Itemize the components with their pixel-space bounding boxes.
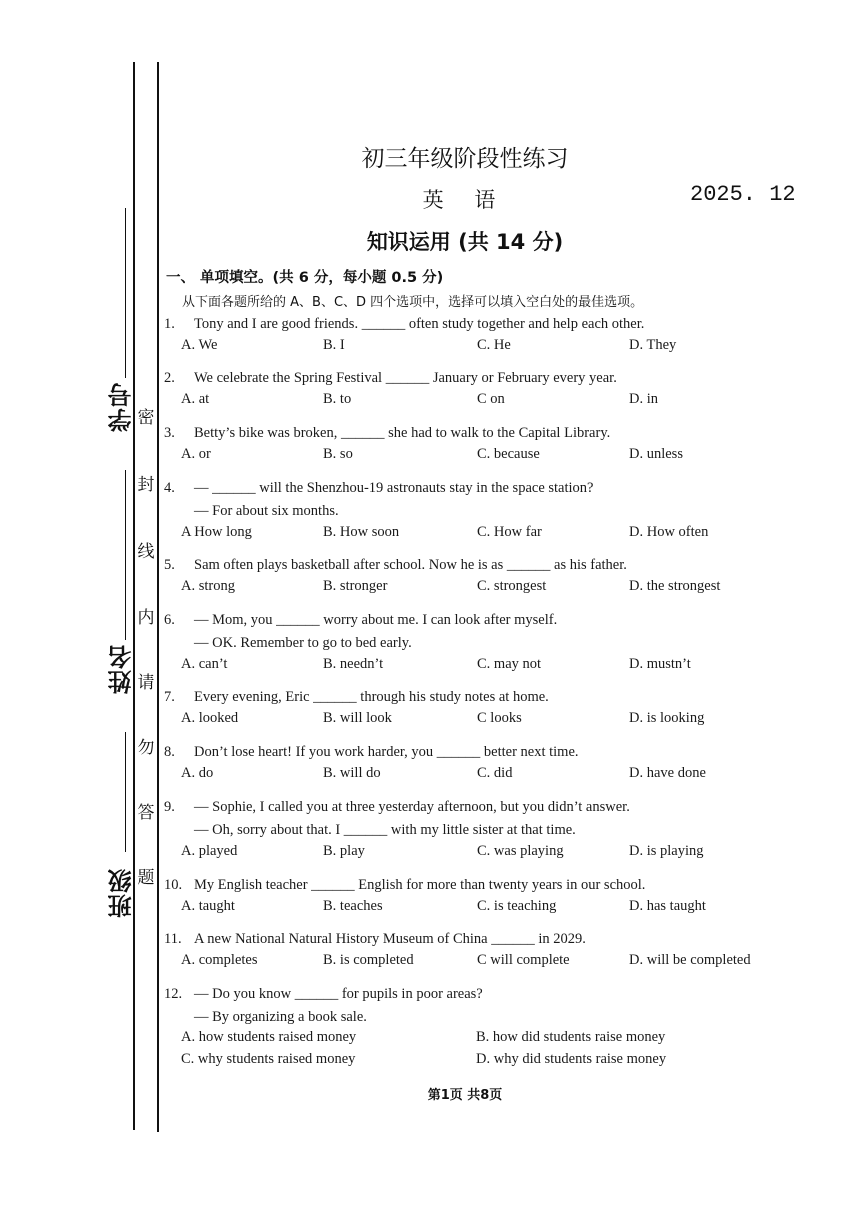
option-c[interactable]: C. may not [477,656,542,672]
option-d[interactable]: D. have done [629,765,706,781]
option-c[interactable]: C. He [477,337,511,353]
question-stem: Tony and I are good friends. ______ often study together and help each other. [194,316,645,332]
option-d[interactable]: D. is playing [629,843,704,859]
seal-char: 密 [137,408,155,428]
question-number: 12. [164,986,183,1002]
seal-char: 勿 [137,738,155,758]
option-b[interactable]: B. needn’t [323,656,384,672]
exam-subject: 英 语 [422,188,508,212]
question-number: 8. [164,744,175,760]
question-stem: — Sophie, I called you at three yesterday afternoon, but you didn’t answer. [194,799,630,815]
option-d[interactable]: D. How often [629,524,709,540]
question-number: 6. [164,612,175,628]
question-number: 9. [164,799,175,815]
option-c[interactable]: C on [477,391,505,407]
question-number: 11. [164,931,182,947]
class-label: 班级 [108,868,136,918]
question-reply: — By organizing a book sale. [194,1009,367,1025]
option-d[interactable]: D. mustn’t [629,656,691,672]
option-d[interactable]: D. the strongest [629,578,721,594]
seal-char: 封 [137,475,155,495]
option-b[interactable]: B. How soon [323,524,400,540]
question-number: 5. [164,557,175,573]
seal-char: 请 [137,673,155,693]
option-a[interactable]: A. taught [181,898,235,914]
option-b[interactable]: B. I [323,337,345,353]
option-b[interactable]: B. stronger [323,578,388,594]
binding-line-inner [157,62,159,1132]
option-b[interactable]: B. is completed [323,952,414,968]
option-a[interactable]: A. played [181,843,238,859]
section-title: 知识运用 (共 14 分) [366,230,564,254]
class-underline [125,732,126,852]
question-stem: We celebrate the Spring Festival ______ January or February every year. [194,370,617,386]
seal-char: 线 [137,542,155,562]
question-number: 3. [164,425,175,441]
option-c[interactable]: C. was playing [477,843,564,859]
part-heading: 一、 单项填空。(共 6 分，每小题 0.5 分) [166,270,444,286]
option-a[interactable]: A. at [181,391,210,407]
option-c[interactable]: C. How far [477,524,542,540]
page-footer: 第1页 共8页 [427,1088,503,1103]
option-a[interactable]: A. can’t [181,656,228,672]
option-c[interactable]: C. did [477,765,513,781]
question-stem: — ______ will the Shenzhou-19 astronauts stay in the space station? [194,480,594,496]
option-c[interactable]: C. strongest [477,578,547,594]
option-d[interactable]: D. is looking [629,710,705,726]
option-b[interactable]: B. will do [323,765,381,781]
option-c[interactable]: C looks [477,710,522,726]
option-d[interactable]: D. will be completed [629,952,751,968]
question-number: 1. [164,316,175,332]
option-d[interactable]: D. has taught [629,898,706,914]
question-stem: Every evening, Eric ______ through his study notes at home. [194,689,549,705]
question-number: 7. [164,689,175,705]
binding-line-outer [133,62,135,1130]
option-b[interactable]: B. how did students raise money [476,1029,666,1045]
question-stem: A new National Natural History Museum of China ______ in 2029. [194,931,586,947]
option-c[interactable]: C. why students raised money [181,1051,356,1067]
question-reply: — Oh, sorry about that. I ______ with my little sister at that time. [194,822,576,838]
question-number: 10. [164,877,183,893]
option-d[interactable]: D. unless [629,446,683,462]
question-stem: Betty’s bike was broken, ______ she had to walk to the Capital Library. [194,425,611,441]
question-number: 4. [164,480,175,496]
option-d[interactable]: D. in [629,391,658,407]
option-a[interactable]: A. strong [181,578,235,594]
seal-char: 答 [137,803,155,823]
seal-char: 内 [137,608,155,628]
exam-title: 初三年级阶段性练习 [361,146,569,172]
option-b[interactable]: B. will look [323,710,392,726]
question-stem: — Mom, you ______ worry about me. I can look after myself. [194,612,558,628]
option-b[interactable]: B. so [323,446,353,462]
question-reply: — OK. Remember to go to bed early. [194,635,412,651]
option-c[interactable]: C. is teaching [477,898,557,914]
option-a[interactable]: A. how students raised money [181,1029,357,1045]
question-stem: Sam often plays basketball after school. Now he is as ______ as his father. [194,557,627,573]
question-number: 2. [164,370,175,386]
question-reply: — For about six months. [194,503,339,519]
exam-date: 2025. 12 [690,182,796,207]
option-a[interactable]: A. We [181,337,218,353]
instructions: 从下面各题所给的 A、B、C、D 四个选项中，选择可以填入空白处的最佳选项。 [182,295,644,310]
option-c[interactable]: C. because [477,446,540,462]
option-a[interactable]: A. looked [181,710,239,726]
question-stem: — Do you know ______ for pupils in poor areas? [194,986,483,1002]
option-d[interactable]: D. They [629,337,677,353]
option-a[interactable]: A. or [181,446,211,462]
option-a[interactable]: A How long [181,524,252,540]
name-underline [125,470,126,640]
student-id-underline [125,208,126,378]
name-label: 姓名 [108,644,136,694]
option-b[interactable]: B. teaches [323,898,383,914]
question-stem: My English teacher ______ English for more than twenty years in our school. [194,877,646,893]
question-stem: Don’t lose heart! If you work harder, you ______ better next time. [194,744,579,760]
student-id-label: 学号 [108,382,136,432]
option-d[interactable]: D. why did students raise money [476,1051,667,1067]
option-a[interactable]: A. do [181,765,214,781]
option-a[interactable]: A. completes [181,952,258,968]
option-b[interactable]: B. to [323,391,352,407]
option-c[interactable]: C will complete [477,952,570,968]
option-b[interactable]: B. play [323,843,365,859]
seal-char: 题 [137,868,155,888]
